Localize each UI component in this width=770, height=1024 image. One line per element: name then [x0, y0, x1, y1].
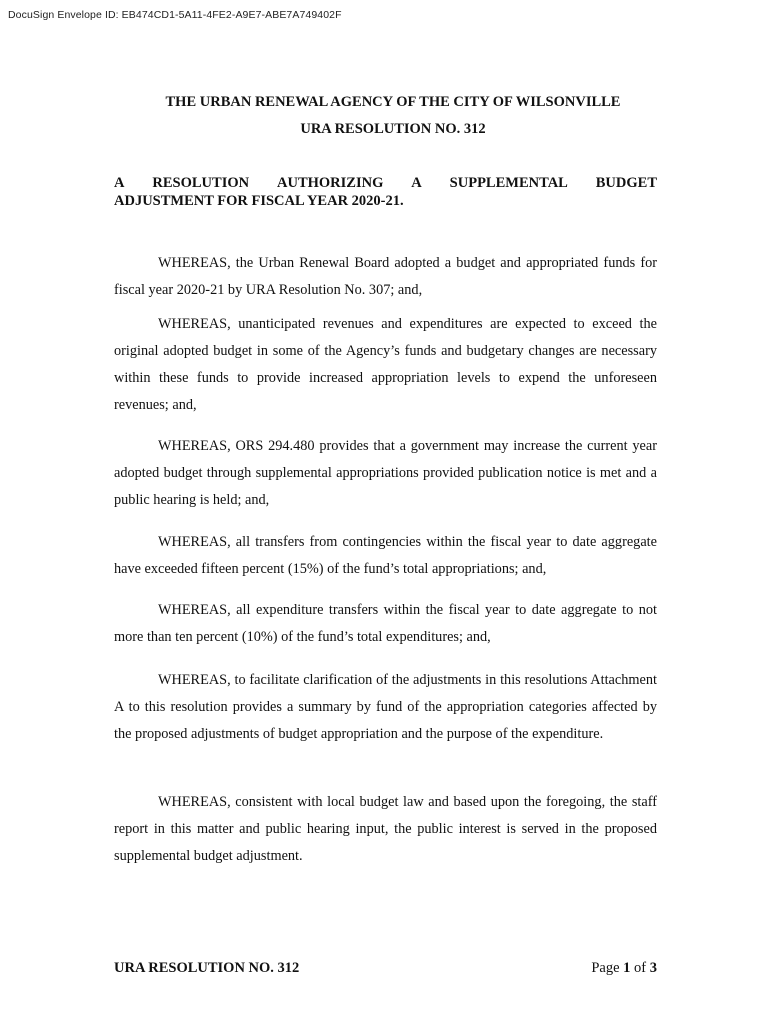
whereas-paragraph-7: WHEREAS, consistent with local budget law and based upon the foregoing, the staff report in this matter and public hearing input, the public interest is served in the proposed supplemental budget adjustment. — [114, 794, 657, 864]
whereas-paragraph-6: WHEREAS, to facilitate clarification of the adjustments in this resolutions Attachment A to this resolution provides a summary by fund of the appropriation categories affected by the proposed adjustments of budget appropriation and the purpose of the expenditure. — [114, 672, 657, 742]
page-number — [591, 960, 657, 977]
docusign-envelope-id: DocuSign Envelope ID: EB474CD1-5A11-4FE2-A9E7-ABE7A749402F — [8, 9, 342, 21]
page-word: Page — [591, 960, 620, 976]
resolution-heading-line1: A RESOLUTION AUTHORIZING A SUPPLEMENTAL BUDGET — [114, 175, 657, 191]
whereas-paragraph-1: WHEREAS, the Urban Renewal Board adopted a budget and appropriated funds for fiscal year 2020-21 by URA Resolution No. 307; and, — [114, 255, 657, 298]
whereas-paragraph-4: WHEREAS, all transfers from contingencies within the fiscal year to date aggregate have exceeded fifteen percent (15%) of the fund’s total appropriations; and, — [114, 534, 657, 577]
page-current: 1 — [623, 960, 631, 976]
whereas-paragraph-3: WHEREAS, ORS 294.480 provides that a government may increase the current year adopted budget through supplemental appropriations provided publication notice is met and a public hearing is held; and, — [114, 438, 657, 508]
page-of: of — [634, 960, 647, 976]
whereas-paragraph-2: WHEREAS, unanticipated revenues and expenditures are expected to exceed the original adopted budget in some of the Agency’s funds and budgetary changes are necessary within these funds to provide increased appropriation levels to expend the unforeseen revenues; and, — [114, 316, 657, 413]
whereas-paragraph-5: WHEREAS, all expenditure transfers within the fiscal year to date aggregate to not more than ten percent (10%) of the fund’s total expenditures; and, — [114, 602, 657, 645]
footer-resolution-number: URA RESOLUTION NO. 312 — [114, 960, 300, 976]
resolution-title: URA RESOLUTION NO. 312 — [300, 121, 486, 137]
agency-title: THE URBAN RENEWAL AGENCY OF THE CITY OF WILSONVILLE — [165, 94, 621, 110]
page-total: 3 — [649, 960, 657, 976]
resolution-heading-line2: ADJUSTMENT FOR FISCAL YEAR 2020-21. — [114, 193, 404, 209]
